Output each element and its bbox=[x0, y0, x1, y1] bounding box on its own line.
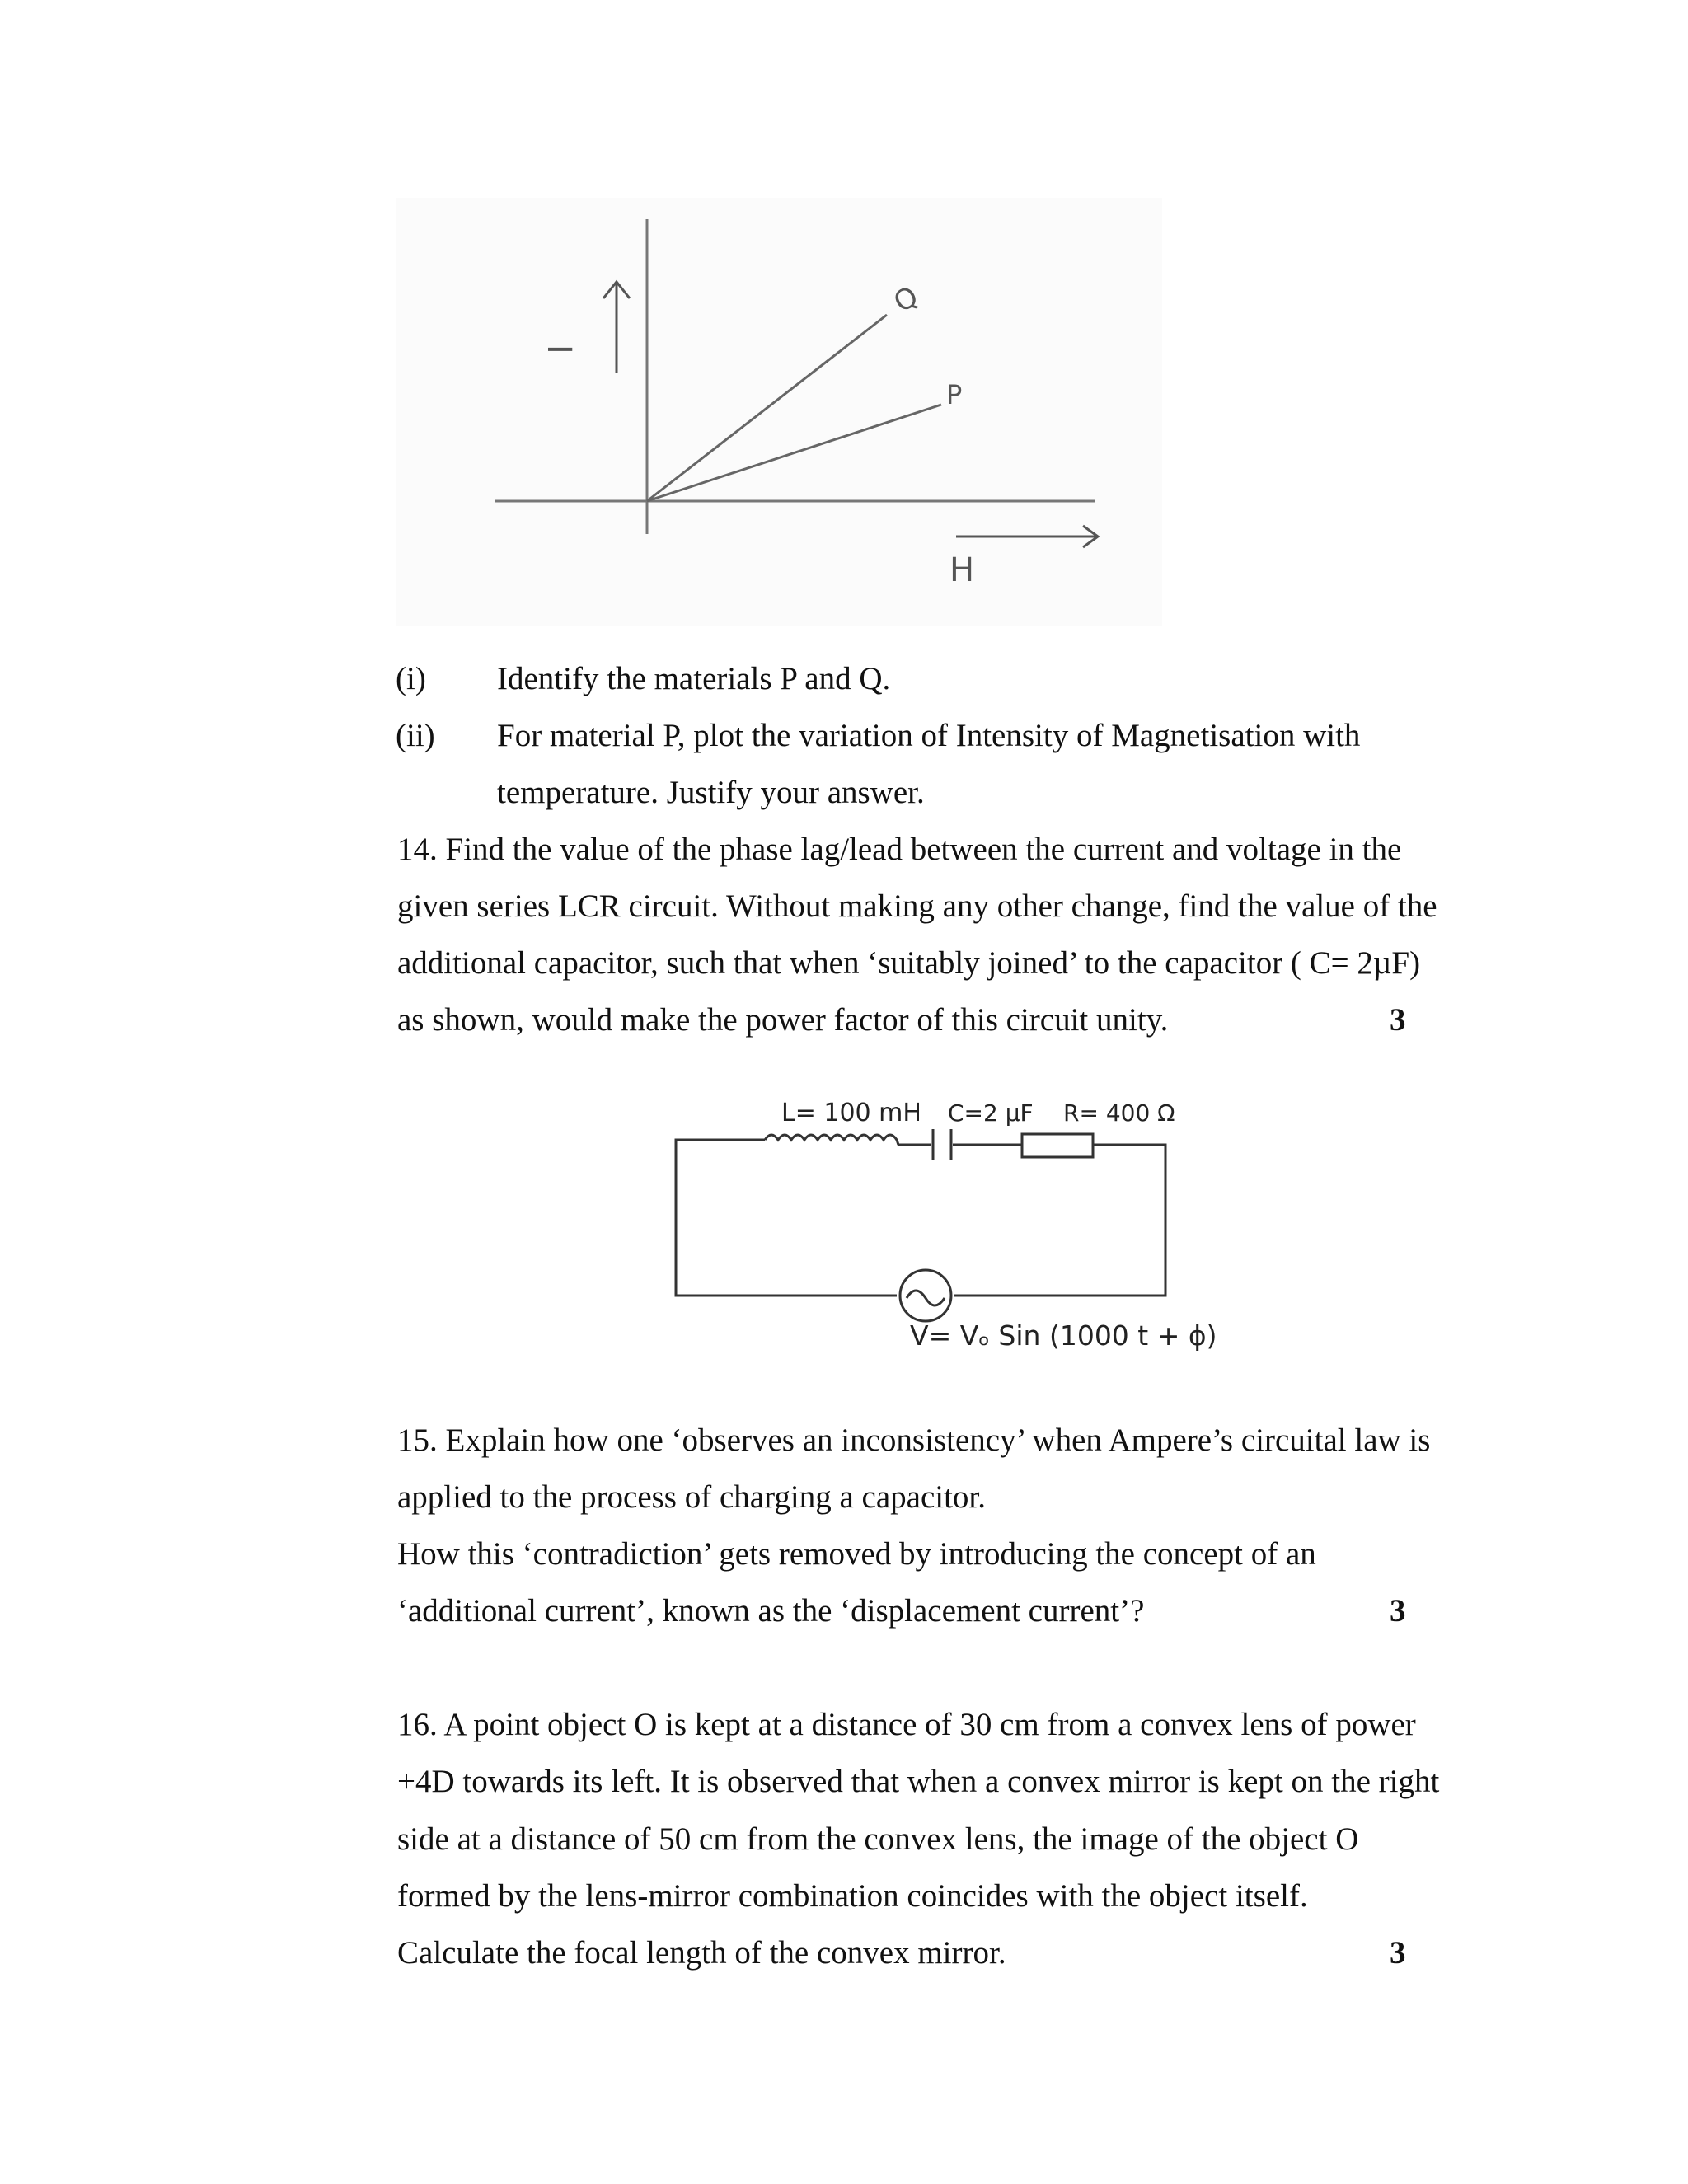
q16-text-line: Calculate the focal length of the convex mirror. bbox=[397, 1935, 1006, 1971]
q15-text-line: applied to the process of charging a capacitor. bbox=[397, 1479, 987, 1515]
q14-text-line: additional capacitor, such that when ‘suitably joined’ to the capacitor ( C= 2µF) bbox=[397, 945, 1421, 981]
q13-item-i-num: (i) bbox=[396, 661, 426, 696]
q14-text-line: as shown, would make the power factor of this circuit unity. bbox=[397, 1002, 1169, 1038]
q16-text-line: formed by the lens-mirror combination coincides with the object itself. bbox=[397, 1878, 1308, 1914]
q15-marks: 3 bbox=[1390, 1593, 1406, 1629]
q13-item-i-text: Identify the materials P and Q. bbox=[497, 661, 891, 696]
graph-line-p-label: P bbox=[946, 379, 963, 410]
resistor-icon bbox=[1022, 1134, 1093, 1157]
ac-source-icon bbox=[900, 1270, 951, 1321]
q16-text-line: side at a distance of 50 cm from the convex lens, the image of the object O bbox=[397, 1821, 1359, 1857]
magnetisation-graph bbox=[396, 198, 1162, 626]
q13-item-ii-text-line: For material P, plot the variation of Intensity of Magnetisation with bbox=[497, 718, 1361, 753]
capacitor-icon bbox=[933, 1129, 951, 1160]
q14-text-line: given series LCR circuit. Without making any other change, find the value of the bbox=[397, 888, 1437, 924]
source-label: V= Vₒ Sin (1000 t + ϕ) bbox=[910, 1319, 1217, 1352]
graph-y-label: I bbox=[540, 344, 578, 354]
q13-item-ii-num: (ii) bbox=[396, 718, 435, 753]
lcr-circuit-diagram bbox=[659, 1080, 1253, 1360]
inductor-coil-icon bbox=[765, 1135, 898, 1145]
q14-marks: 3 bbox=[1390, 1002, 1406, 1038]
resistor-label: R= 400 Ω bbox=[1063, 1099, 1175, 1127]
q15-text-line: ‘additional current’, known as the ‘displacement current’? bbox=[397, 1593, 1145, 1629]
q14-text-line: 14. Find the value of the phase lag/lead between the current and voltage in the bbox=[397, 832, 1402, 867]
capacitor-label: C=2 µF bbox=[948, 1099, 1034, 1127]
q15-text-line: 15. Explain how one ‘observes an inconsistency’ when Ampere’s circuital law is bbox=[397, 1422, 1431, 1458]
graph-line-q-label: Q bbox=[888, 279, 924, 320]
q16-text-line: 16. A point object O is kept at a distance of 30 cm from a convex lens of power bbox=[397, 1707, 1416, 1742]
q16-marks: 3 bbox=[1390, 1935, 1406, 1971]
graph-x-label: H bbox=[950, 551, 975, 589]
q13-item-ii-text-line: temperature. Justify your answer. bbox=[497, 775, 925, 810]
q16-text-line: +4D towards its left. It is observed that when a convex mirror is kept on the right bbox=[397, 1764, 1440, 1799]
q15-text-line: How this ‘contradiction’ gets removed by introducing the concept of an bbox=[397, 1536, 1316, 1572]
inductor-label: L= 100 mH bbox=[781, 1099, 921, 1127]
